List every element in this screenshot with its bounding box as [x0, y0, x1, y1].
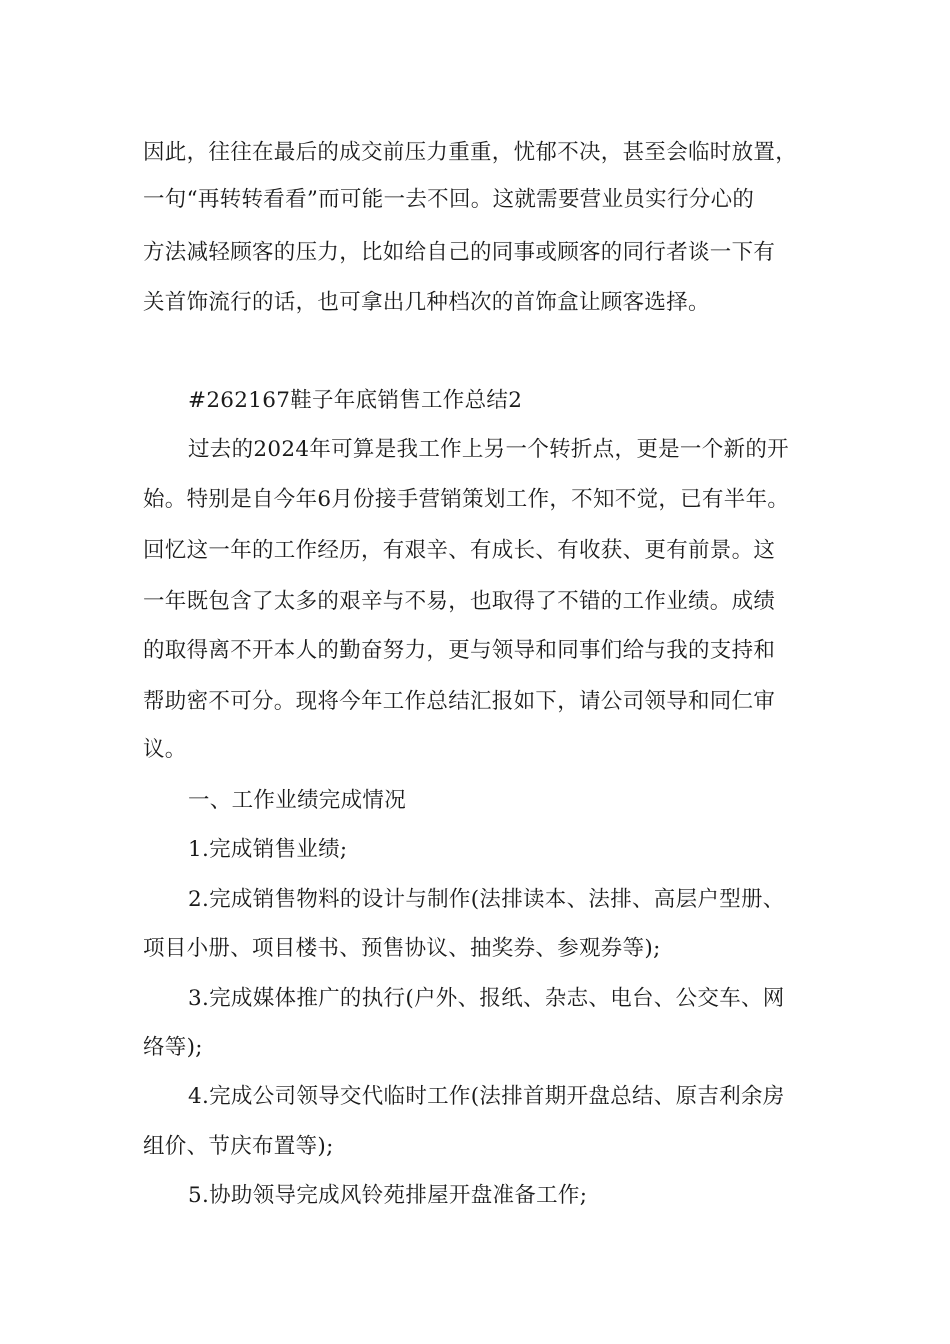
list-item: 4.完成公司领导交代临时工作(法排首期开盘总结、原吉利余房	[188, 1084, 785, 1109]
list-item-continuation: 络等);	[143, 1035, 203, 1060]
paragraph-line: 方法减轻顾客的压力，比如给自己的同事或顾客的同行者谈一下有	[143, 240, 776, 265]
list-item-continuation: 组价、节庆布置等);	[143, 1134, 334, 1159]
paragraph-line: 过去的2024年可算是我工作上另一个转折点，更是一个新的开	[188, 437, 789, 462]
list-item-continuation: 项目小册、项目楼书、预售协议、抽奖券、参观券等);	[143, 936, 661, 961]
section-title: #262167鞋子年底销售工作总结2	[188, 388, 523, 413]
paragraph-line: 始。特别是自今年6月份接手营销策划工作，不知不觉，已有半年。	[143, 487, 790, 512]
paragraph-line: 一年既包含了太多的艰辛与不易，也取得了不错的工作业绩。成绩	[143, 589, 776, 614]
list-item: 3.完成媒体推广的执行(户外、报纸、杂志、电台、公交车、网	[188, 986, 785, 1011]
paragraph-line: 一句“再转转看看”而可能一去不回。这就需要营业员实行分心的	[143, 187, 755, 212]
paragraph-line: 的取得离不开本人的勤奋努力，更与领导和同事们给与我的支持和	[143, 638, 776, 663]
paragraph-line: 关首饰流行的话，也可拿出几种档次的首饰盒让顾客选择。	[143, 290, 710, 315]
paragraph-line: 回忆这一年的工作经历，有艰辛、有成长、有收获、更有前景。这	[143, 538, 776, 563]
list-item: 1.完成销售业绩;	[188, 837, 348, 862]
paragraph-line: 帮助密不可分。现将今年工作总结汇报如下，请公司领导和同仁审	[143, 689, 776, 714]
paragraph-line: 因此，往往在最后的成交前压力重重，忧郁不决，甚至会临时放置，	[143, 140, 798, 165]
paragraph-line: 议。	[143, 737, 187, 762]
list-item: 2.完成销售物料的设计与制作(法排读本、法排、高层户型册、	[188, 887, 785, 912]
heading: 一、工作业绩完成情况	[188, 788, 407, 813]
list-item: 5.协助领导完成风铃苑排屋开盘准备工作;	[188, 1183, 588, 1208]
